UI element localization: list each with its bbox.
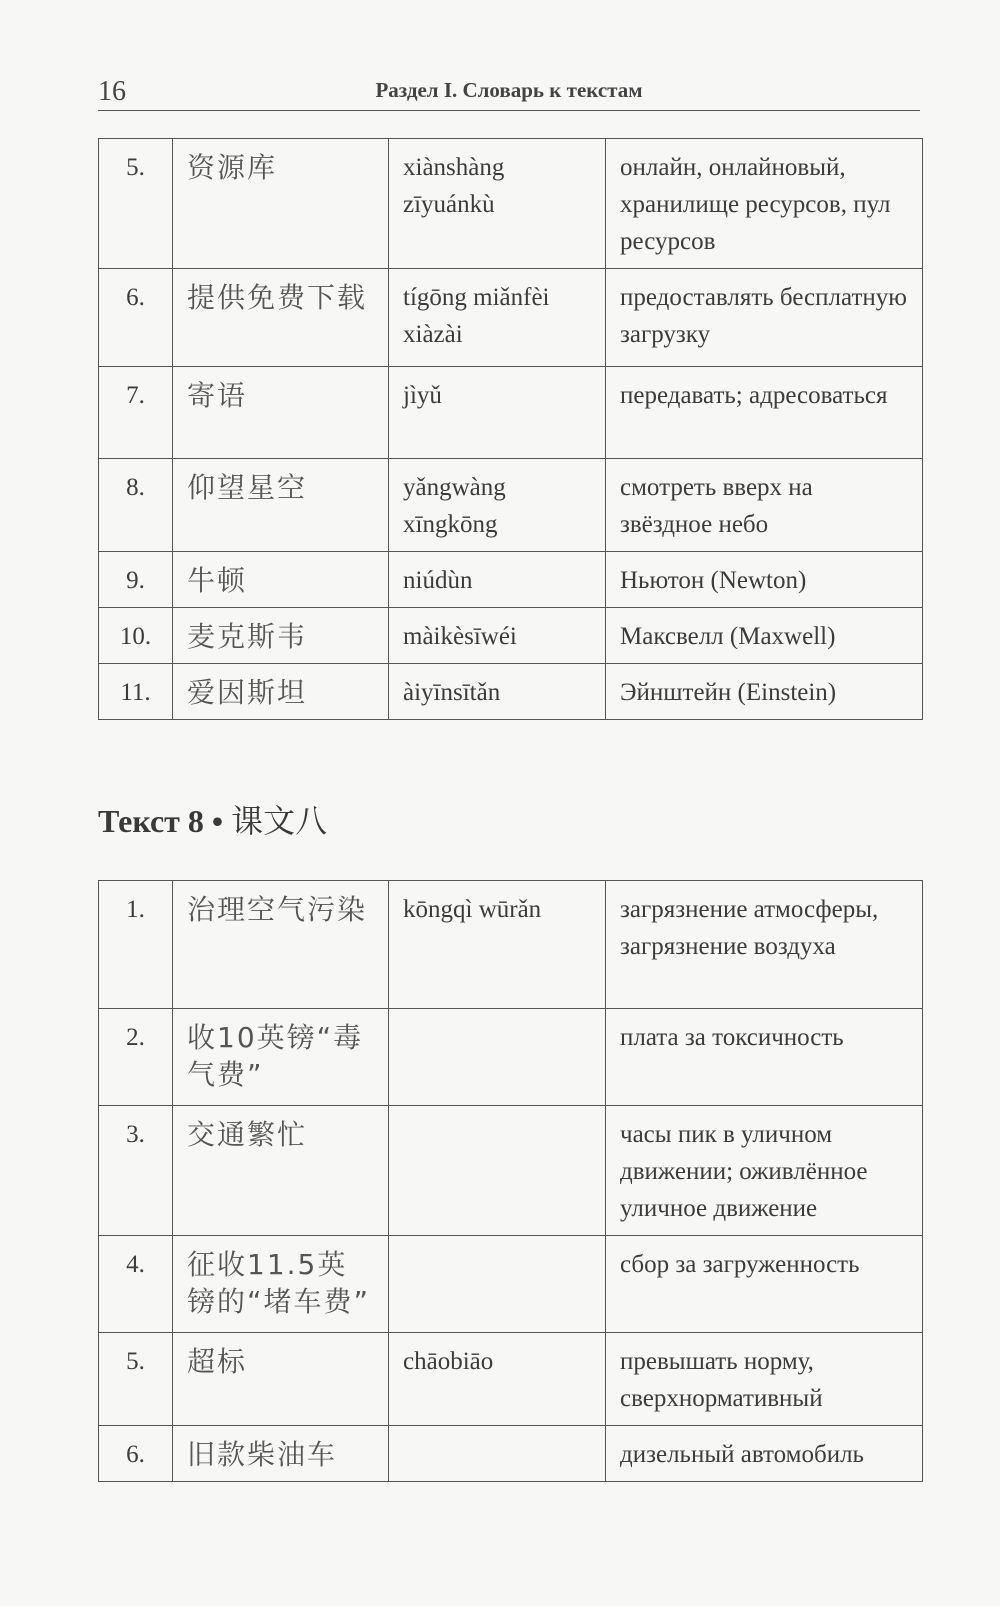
entry-hanzi: 寄语 bbox=[173, 367, 389, 459]
entry-number: 5. bbox=[99, 1333, 173, 1426]
entry-number: 9. bbox=[99, 552, 173, 608]
entry-translation: превышать норму, сверхнормативный bbox=[606, 1333, 923, 1426]
entry-translation: часы пик в уличном движении; оживлённое уличное движение bbox=[606, 1106, 923, 1236]
entry-translation: плата за токсичность bbox=[606, 1009, 923, 1106]
entry-pinyin: yǎngwàng xīngkōng bbox=[389, 459, 606, 552]
table-row bbox=[99, 552, 923, 608]
entry-pinyin: jìyǔ bbox=[389, 367, 606, 459]
entry-pinyin bbox=[389, 1426, 606, 1482]
entry-translation: загрязнение атмосферы, загрязнение воздуха bbox=[606, 881, 923, 1009]
page-number: 16 bbox=[98, 76, 126, 107]
entry-translation: Ньютон (Newton) bbox=[606, 552, 923, 608]
entry-hanzi: 提供免费下载 bbox=[173, 269, 389, 367]
entry-pinyin: chāobiāo bbox=[389, 1333, 606, 1426]
table-row bbox=[99, 269, 923, 367]
entry-translation: Эйнштейн (Einstein) bbox=[606, 664, 923, 720]
entry-hanzi: 征收11.5英镑的“堵车费” bbox=[173, 1236, 389, 1333]
entry-pinyin: àiyīnsītǎn bbox=[389, 664, 606, 720]
table-row bbox=[99, 459, 923, 552]
entry-translation: Максвелл (Maxwell) bbox=[606, 608, 923, 664]
entry-hanzi: 麦克斯韦 bbox=[173, 608, 389, 664]
entry-pinyin bbox=[389, 1106, 606, 1236]
table-row bbox=[99, 1333, 923, 1426]
entry-hanzi: 牛顿 bbox=[173, 552, 389, 608]
entry-hanzi: 旧款柴油车 bbox=[173, 1426, 389, 1482]
entry-pinyin: kōngqì wūrǎn bbox=[389, 881, 606, 1009]
entry-translation: дизельный автомобиль bbox=[606, 1426, 923, 1482]
entry-number: 5. bbox=[99, 139, 173, 269]
vocabulary-table-text-7 bbox=[98, 138, 923, 720]
entry-pinyin: niúdùn bbox=[389, 552, 606, 608]
entry-hanzi: 超标 bbox=[173, 1333, 389, 1426]
table-row bbox=[99, 1009, 923, 1106]
entry-number: 10. bbox=[99, 608, 173, 664]
section-heading-label: Текст 8 • bbox=[98, 803, 224, 839]
entry-pinyin: màikèsīwéi bbox=[389, 608, 606, 664]
table-row bbox=[99, 664, 923, 720]
entry-hanzi: 资源库 bbox=[173, 139, 389, 269]
entry-translation: передавать; адресоваться bbox=[606, 367, 923, 459]
section-heading bbox=[98, 796, 327, 842]
entry-number: 3. bbox=[99, 1106, 173, 1236]
entry-hanzi: 交通繁忙 bbox=[173, 1106, 389, 1236]
entry-translation: смотреть вверх на звёздное небо bbox=[606, 459, 923, 552]
entry-translation: онлайн, онлайновый, хранилище ресурсов, пул ресурсов bbox=[606, 139, 923, 269]
entry-number: 2. bbox=[99, 1009, 173, 1106]
table-row bbox=[99, 1426, 923, 1482]
entry-number: 11. bbox=[99, 664, 173, 720]
entry-hanzi: 收10英镑“毒气费” bbox=[173, 1009, 389, 1106]
entry-pinyin: tígōng miǎnfèi xiàzài bbox=[389, 269, 606, 367]
entry-hanzi: 治理空气污染 bbox=[173, 881, 389, 1009]
entry-translation: сбор за загруженность bbox=[606, 1236, 923, 1333]
entry-pinyin: xiànshàng zīyuánkù bbox=[389, 139, 606, 269]
table-row bbox=[99, 139, 923, 269]
entry-pinyin bbox=[389, 1009, 606, 1106]
entry-number: 6. bbox=[99, 269, 173, 367]
table-row bbox=[99, 1236, 923, 1333]
table-row bbox=[99, 881, 923, 1009]
entry-number: 8. bbox=[99, 459, 173, 552]
entry-number: 7. bbox=[99, 367, 173, 459]
running-title: Раздел I. Словарь к текстам bbox=[375, 78, 643, 102]
entry-hanzi: 爱因斯坦 bbox=[173, 664, 389, 720]
vocabulary-table-text-8 bbox=[98, 880, 923, 1482]
section-heading-chinese: 课文八 bbox=[231, 802, 328, 840]
page-header bbox=[98, 70, 920, 111]
entry-number: 4. bbox=[99, 1236, 173, 1333]
table-row bbox=[99, 1106, 923, 1236]
entry-translation: предоставлять бесплатную загрузку bbox=[606, 269, 923, 367]
entry-hanzi: 仰望星空 bbox=[173, 459, 389, 552]
entry-number: 1. bbox=[99, 881, 173, 1009]
table-row bbox=[99, 367, 923, 459]
table-row bbox=[99, 608, 923, 664]
entry-pinyin bbox=[389, 1236, 606, 1333]
entry-number: 6. bbox=[99, 1426, 173, 1482]
